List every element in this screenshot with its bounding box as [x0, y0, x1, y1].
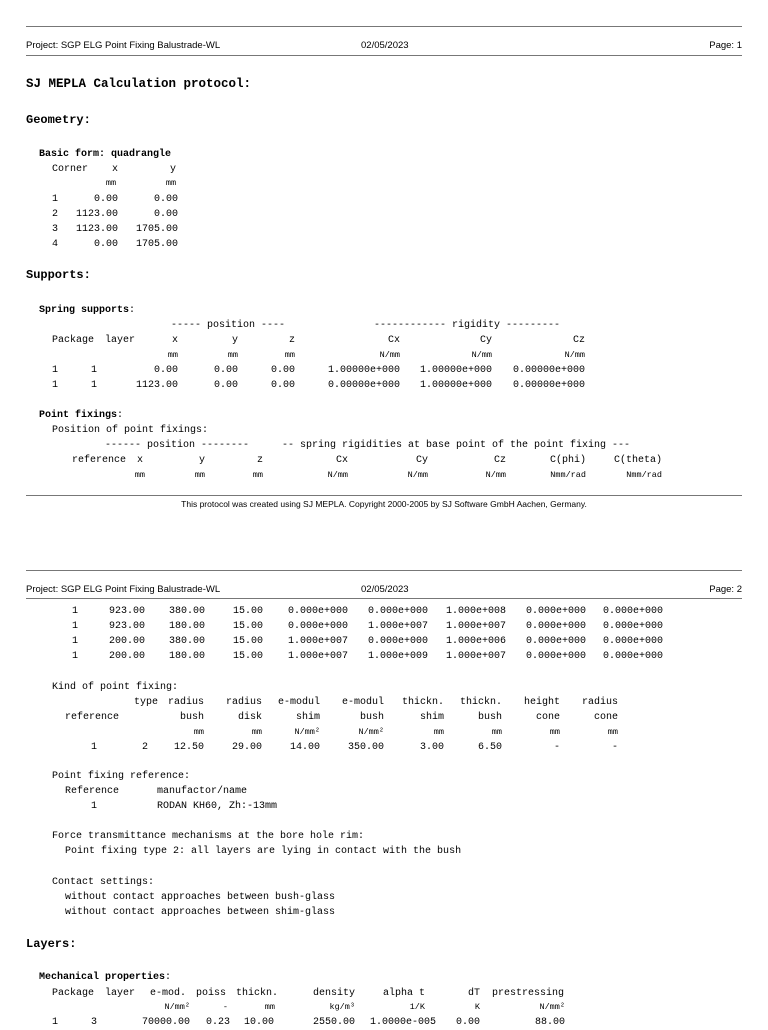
table-cell: 15.00 [232, 636, 263, 647]
mech-header: prestressing [492, 988, 565, 999]
table-cell: 88.00 [534, 1017, 565, 1028]
page2-date: 02/05/2023 [361, 584, 409, 595]
pf-unit-z: mm [252, 470, 263, 480]
table-cell: 1 [72, 606, 79, 617]
table-cell: 0.00 [93, 239, 118, 250]
pf-ref-header-reference: Reference [65, 786, 120, 797]
spring-supports-label: Spring supports [39, 305, 130, 316]
table-cell: 380.00 [168, 606, 205, 617]
kind-header: thickn. [401, 697, 444, 708]
position-group-label: ----- position ---- [171, 320, 286, 331]
table-cell: 3.00 [419, 742, 444, 753]
mechanical-properties-label: Mechanical properties [39, 972, 166, 983]
table-cell: 380.00 [168, 636, 205, 647]
mech-header: poiss [196, 988, 227, 999]
spring-header-layer: layer [105, 335, 136, 346]
table-cell: 1 [91, 380, 98, 391]
kind-header: cone [593, 712, 618, 723]
point-fixings-colon: : [117, 410, 124, 421]
table-cell: 0.000e+000 [602, 621, 663, 632]
table-cell: 0.000e+000 [602, 636, 663, 647]
table-cell: 0.00 [153, 365, 178, 376]
table-cell: 1 [52, 1017, 59, 1028]
spring-unit-y: mm [227, 350, 238, 360]
mech-unit: kg/m³ [329, 1002, 355, 1012]
table-cell: 1 [91, 742, 98, 753]
page1-page-number: Page: 1 [709, 40, 742, 51]
table-cell: 0.000e+000 [602, 651, 663, 662]
kind-header: height [523, 697, 560, 708]
page2-top-rule [26, 570, 742, 571]
kind-unit: mm [193, 727, 204, 737]
table-cell: 1.000e+009 [367, 651, 428, 662]
table-cell: - [611, 742, 618, 753]
table-cell: 10.00 [243, 1017, 274, 1028]
table-cell: 1123.00 [135, 380, 178, 391]
point-fixings-label: Point fixings [39, 410, 118, 421]
table-cell: 1 [72, 636, 79, 647]
mech-header: thickn. [236, 988, 279, 999]
contact-setting-line: without contact approaches between shim-glass [65, 907, 336, 918]
pf-header-reference: reference [72, 455, 127, 466]
table-cell: 0.000e+000 [287, 606, 348, 617]
basic-form-label: Basic form [39, 149, 100, 160]
table-cell: 1.000e+007 [445, 651, 506, 662]
kind-of-point-fixing-heading: Kind of point fixing: [52, 682, 179, 693]
spring-header-z: z [288, 335, 295, 346]
table-cell: 1 [52, 380, 59, 391]
kind-unit: mm [607, 727, 618, 737]
table-cell: 923.00 [108, 606, 145, 617]
table-cell: 14.00 [289, 742, 320, 753]
table-cell: 0.000e+000 [367, 636, 428, 647]
basic-form-value: : quadrangle [99, 149, 172, 160]
table-cell: 1.00000e+000 [419, 380, 492, 391]
pf-unit-x: mm [134, 470, 145, 480]
kind-unit: mm [251, 727, 262, 737]
kind-header: shim [295, 712, 320, 723]
spring-unit-z: mm [284, 350, 295, 360]
table-cell: 15.00 [232, 621, 263, 632]
supports-heading: Supports: [26, 268, 91, 282]
table-cell: 2 [141, 742, 148, 753]
pf-unit-cphi: Nmm/rad [550, 470, 586, 480]
corner-header-x: x [111, 164, 118, 175]
spring-header-cz: Cz [572, 335, 585, 346]
table-cell: 70000.00 [141, 1017, 190, 1028]
spring-unit-x: mm [167, 350, 178, 360]
kind-header: reference [65, 712, 120, 723]
page2-header-rule [26, 598, 742, 599]
table-cell: 1.000e+006 [445, 636, 506, 647]
kind-header: type [133, 697, 158, 708]
page1-date: 02/05/2023 [361, 40, 409, 51]
kind-header: shim [419, 712, 444, 723]
pf-header-z: z [256, 455, 263, 466]
mech-header: layer [105, 988, 136, 999]
table-cell: 1.00000e+000 [419, 365, 492, 376]
pf-unit-y: mm [194, 470, 205, 480]
table-cell: 0.00 [455, 1017, 480, 1028]
contact-settings-heading: Contact settings: [52, 877, 155, 888]
kind-unit: mm [491, 727, 502, 737]
table-row: 4 [52, 239, 59, 250]
table-cell: 0.000e+000 [602, 606, 663, 617]
table-cell: 1.000e+007 [287, 636, 348, 647]
pf-unit-ctheta: Nmm/rad [626, 470, 662, 480]
pf-header-cphi: C(phi) [549, 455, 586, 466]
table-cell: 0.000e+000 [367, 606, 428, 617]
spring-unit-cx: N/mm [379, 350, 400, 360]
table-cell: 29.00 [231, 742, 262, 753]
pf-spring-group: -- spring rigidities at base point of the point fixing --- [282, 440, 631, 451]
kind-header: thickn. [459, 697, 502, 708]
table-cell: 1 [72, 651, 79, 662]
mech-unit: N/mm² [539, 1002, 565, 1012]
mech-header: dT [467, 988, 480, 999]
table-cell: 1.0000e-005 [369, 1017, 436, 1028]
kind-header: bush [359, 712, 384, 723]
mech-header: e-mod. [150, 988, 187, 999]
kind-header: radius [167, 697, 204, 708]
layers-heading: Layers: [26, 937, 77, 951]
table-cell: 0.000e+000 [287, 621, 348, 632]
table-cell: 0.23 [205, 1017, 230, 1028]
spring-header-cy: Cy [479, 335, 492, 346]
table-cell: 1.000e+007 [445, 621, 506, 632]
table-cell: 0.00000e+000 [512, 380, 585, 391]
table-cell: 1123.00 [75, 224, 118, 235]
geometry-heading: Geometry: [26, 113, 91, 127]
force-transmittance-heading: Force transmittance mechanisms at the bore hole rim: [52, 831, 365, 842]
table-cell: 200.00 [108, 651, 145, 662]
table-cell: 0.00000e+000 [327, 380, 400, 391]
table-cell: 1.000e+007 [287, 651, 348, 662]
kind-header: e-modul [341, 697, 384, 708]
page2-project: Project: SGP ELG Point Fixing Balustrade-WL [26, 584, 221, 595]
spring-supports-line [39, 303, 135, 318]
page1-footer-copyright: This protocol was created using SJ MEPLA. Copyright 2000-2005 by SJ Software GmbH Aachen, Germany. [181, 499, 587, 509]
table-row: 1 [52, 194, 59, 205]
kind-header: e-modul [277, 697, 320, 708]
kind-header: bush [179, 712, 204, 723]
mech-unit: 1/K [409, 1002, 425, 1012]
table-cell: 1 [72, 621, 79, 632]
rigidity-group-label: ------------ rigidity --------- [374, 320, 561, 331]
pf-ref-value-name: RODAN KH60, Zh:-13mm [157, 801, 278, 812]
point-fixings-line [39, 408, 123, 423]
mech-unit: N/mm² [164, 1002, 190, 1012]
pf-ref-value-reference: 1 [91, 801, 98, 812]
table-cell: 1.00000e+000 [327, 365, 400, 376]
mech-unit: K [474, 1002, 480, 1012]
table-row: 3 [52, 224, 59, 235]
mech-unit: - [222, 1002, 228, 1012]
page1-project: Project: SGP ELG Point Fixing Balustrade-WL [26, 40, 221, 51]
table-cell: 0.000e+000 [525, 636, 586, 647]
kind-unit: N/mm² [294, 727, 320, 737]
table-cell: 15.00 [232, 651, 263, 662]
pf-position-group: ------ position -------- [105, 440, 250, 451]
kind-header: radius [581, 697, 618, 708]
kind-unit: N/mm² [358, 727, 384, 737]
kind-header: bush [477, 712, 502, 723]
table-cell: 1 [91, 365, 98, 376]
kind-header: disk [237, 712, 262, 723]
table-cell: 0.00 [93, 194, 118, 205]
table-cell: 0.00 [213, 365, 238, 376]
table-cell: - [553, 742, 560, 753]
table-cell: 1123.00 [75, 209, 118, 220]
table-cell: 0.000e+000 [525, 651, 586, 662]
table-cell: 923.00 [108, 621, 145, 632]
spring-header-x: x [171, 335, 178, 346]
page1-header-rule [26, 55, 742, 56]
corner-header-corner: Corner [52, 164, 89, 175]
pf-header-cz: Cz [493, 455, 506, 466]
basic-form-line [39, 147, 171, 162]
document-title: SJ MEPLA Calculation protocol: [26, 77, 252, 91]
pf-header-ctheta: C(theta) [613, 455, 662, 466]
mech-header: alpha t [382, 988, 425, 999]
position-of-point-fixings: Position of point fixings: [52, 425, 209, 436]
spring-header-y: y [231, 335, 238, 346]
table-cell: 1705.00 [135, 239, 178, 250]
table-cell: 180.00 [168, 651, 205, 662]
corner-unit-x: mm [105, 178, 117, 188]
kind-header: radius [225, 697, 262, 708]
table-cell: 180.00 [168, 621, 205, 632]
pf-header-cy: Cy [415, 455, 428, 466]
point-fixing-reference-heading: Point fixing reference: [52, 771, 191, 782]
table-cell: 1.000e+008 [445, 606, 506, 617]
table-cell: 3 [91, 1017, 98, 1028]
table-cell: 0.000e+000 [525, 621, 586, 632]
mechanical-properties-colon: : [165, 972, 172, 983]
page1-footer-rule [26, 495, 742, 496]
table-cell: 15.00 [232, 606, 263, 617]
table-cell: 0.00 [270, 365, 295, 376]
pf-unit-cx: N/mm [327, 470, 348, 480]
corner-unit-y: mm [165, 178, 177, 188]
kind-unit: mm [549, 727, 560, 737]
mech-header: Package [52, 988, 95, 999]
kind-header: cone [535, 712, 560, 723]
pf-header-y: y [198, 455, 205, 466]
spring-supports-colon: : [129, 305, 136, 316]
contact-setting-line: without contact approaches between bush-glass [65, 892, 336, 903]
table-cell: 0.00 [270, 380, 295, 391]
spring-unit-cz: N/mm [564, 350, 585, 360]
spring-unit-cy: N/mm [471, 350, 492, 360]
table-cell: 1.000e+007 [367, 621, 428, 632]
mechanical-properties-line [39, 970, 171, 985]
pf-ref-header-manufactor: manufactor/name [157, 786, 248, 797]
spring-header-cx: Cx [387, 335, 400, 346]
table-cell: 0.000e+000 [525, 606, 586, 617]
corner-header-y: y [169, 164, 176, 175]
table-cell: 0.00 [213, 380, 238, 391]
table-cell: 6.50 [477, 742, 502, 753]
table-cell: 0.00 [153, 194, 178, 205]
table-cell: 12.50 [173, 742, 204, 753]
force-transmittance-line: Point fixing type 2: all layers are lying in contact with the bush [65, 846, 462, 857]
table-cell: 1705.00 [135, 224, 178, 235]
kind-unit: mm [433, 727, 444, 737]
page1-top-rule [26, 26, 742, 27]
table-cell: 350.00 [347, 742, 384, 753]
table-cell: 0.00000e+000 [512, 365, 585, 376]
pf-header-x: x [137, 455, 144, 466]
table-row: 2 [52, 209, 59, 220]
pf-header-cx: Cx [335, 455, 348, 466]
mech-unit: mm [264, 1002, 275, 1012]
pf-unit-cz: N/mm [485, 470, 506, 480]
table-cell: 1 [52, 365, 59, 376]
table-cell: 2550.00 [312, 1017, 355, 1028]
spring-header-package: Package [52, 335, 95, 346]
table-cell: 200.00 [108, 636, 145, 647]
pf-unit-cy: N/mm [407, 470, 428, 480]
mech-header: density [312, 988, 355, 999]
page2-page-number: Page: 2 [709, 584, 742, 595]
table-cell: 0.00 [153, 209, 178, 220]
